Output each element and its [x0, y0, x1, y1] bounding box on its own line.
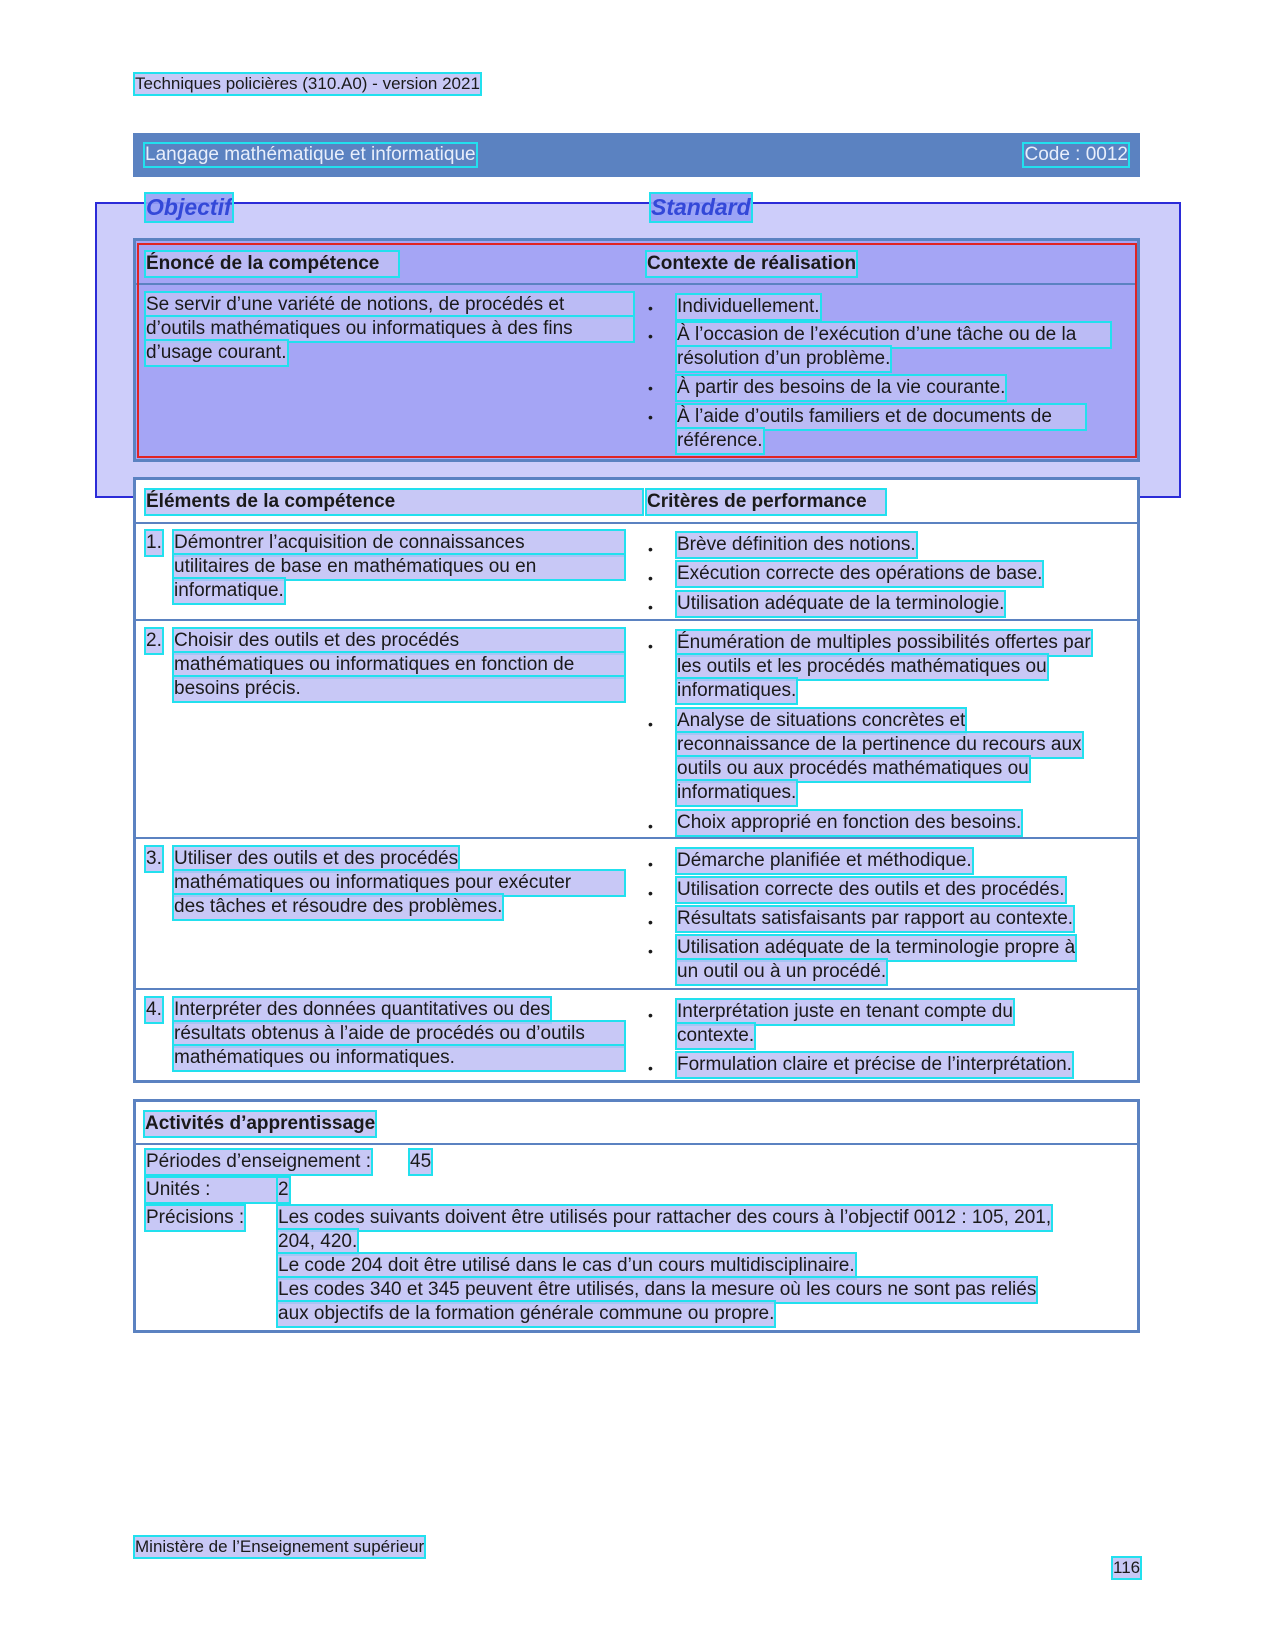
bullet-icon: •	[648, 943, 653, 959]
element-line: utilitaires de base en mathématiques ou en	[174, 555, 624, 579]
enonce-header: Énoncé de la compétence	[146, 252, 398, 276]
contexte-item: Individuellement.	[677, 296, 820, 317]
critere-item: Brève définition des notions.	[677, 534, 916, 555]
element-line: Interpréter des données quantitatives ou des	[174, 999, 551, 1020]
critere-item: Utilisation correcte des outils et des procédés.	[677, 879, 1065, 900]
program-header: Techniques policières (310.A0) - version 2021	[135, 74, 480, 93]
critere-item: reconnaissance de la pertinence du recours aux	[677, 734, 1082, 755]
competency-code: Code : 0012	[1024, 144, 1128, 165]
critere-item: Démarche planifiée et méthodique.	[677, 850, 972, 871]
precisions-line: aux objectifs de la formation générale commune ou propre.	[278, 1303, 775, 1324]
critere-item: les outils et les procédés mathématiques ou	[677, 656, 1047, 677]
precisions-line: Les codes 340 et 345 peuvent être utilisés, dans la mesure où les cours ne sont pas reliés	[278, 1279, 1037, 1300]
contexte-header: Contexte de réalisation	[647, 253, 857, 274]
critere-item: Choix approprié en fonction des besoins.	[677, 812, 1022, 833]
bullet-icon: •	[648, 885, 653, 901]
critere-item: Utilisation adéquate de la terminologie propre à	[677, 937, 1076, 958]
element-line: Utiliser des outils et des procédés	[174, 848, 459, 869]
critere-item: Formulation claire et précise de l’interprétation.	[677, 1054, 1072, 1075]
contexte-item: À l’aide d’outils familiers et de documents de	[677, 405, 1085, 429]
critere-item: Énumération de multiples possibilités offertes par	[677, 632, 1091, 653]
element-number: 1.	[146, 532, 162, 553]
bullet-icon: •	[648, 300, 653, 316]
contexte-item: résolution d’un problème.	[677, 348, 891, 369]
critere-item: Analyse de situations concrètes et	[677, 710, 966, 731]
critere-item: informatiques.	[677, 782, 797, 803]
divider	[136, 837, 1137, 839]
element-line: Choisir des outils et des procédés	[174, 629, 624, 653]
divider	[136, 619, 1137, 621]
critere-item: contexte.	[677, 1025, 755, 1046]
critere-item: Exécution correcte des opérations de base.	[677, 563, 1043, 584]
element-line: Démontrer l’acquisition de connaissances	[174, 531, 624, 555]
critere-item: outils ou aux procédés mathématiques ou	[677, 758, 1029, 779]
criteres-header: Critères de performance	[647, 490, 885, 514]
periodes-value: 45	[410, 1151, 432, 1172]
element-line: besoins précis.	[174, 677, 624, 701]
divider	[136, 988, 1137, 990]
page-number: 116	[1113, 1558, 1141, 1577]
critere-item: Utilisation adéquate de la terminologie.	[677, 593, 1005, 614]
unites-label: Unités :	[146, 1178, 288, 1202]
competency-title: Langage mathématique et informatique	[145, 144, 476, 165]
critere-item: un outil ou à un procédé.	[677, 961, 887, 982]
bullet-icon: •	[648, 541, 653, 557]
periodes-label: Périodes d’enseignement :	[146, 1151, 371, 1172]
divider	[136, 1143, 1137, 1145]
ministry-footer: Ministère de l’Enseignement supérieur	[135, 1537, 425, 1556]
critere-item: informatiques.	[677, 680, 797, 701]
bullet-icon: •	[648, 599, 653, 615]
competency-title-bar	[133, 133, 1140, 177]
element-line: des tâches et résoudre des problèmes.	[174, 896, 503, 917]
bullet-icon: •	[648, 914, 653, 930]
precisions-line: Les codes suivants doivent être utilisés pour rattacher des cours à l’objectif 0012 : 105, 201,	[278, 1207, 1052, 1228]
standard-label: Standard	[651, 194, 751, 220]
contexte-item: À partir des besoins de la vie courante.	[677, 377, 1006, 398]
bullet-icon: •	[648, 328, 653, 344]
critere-item: Résultats satisfaisants par rapport au contexte.	[677, 908, 1074, 929]
bullet-icon: •	[648, 409, 653, 425]
element-number: 3.	[146, 848, 162, 869]
element-line: résultats obtenus à l’aide de procédés ou d’outils	[174, 1022, 624, 1046]
enonce-line: d’outils mathématiques ou informatiques à des fins	[146, 317, 633, 341]
element-line: mathématiques ou informatiques.	[174, 1046, 624, 1070]
precisions-label: Précisions :	[146, 1207, 245, 1228]
bullet-icon: •	[648, 638, 653, 654]
objectif-label: Objectif	[146, 194, 232, 220]
bullet-icon: •	[648, 570, 653, 586]
element-line: mathématiques ou informatiques en fonction de	[174, 653, 624, 677]
elements-header: Éléments de la compétence	[146, 490, 642, 514]
contexte-item: référence.	[677, 430, 763, 451]
bullet-icon: •	[648, 856, 653, 872]
element-number: 4.	[146, 999, 162, 1020]
bullet-icon: •	[648, 818, 653, 834]
divider	[136, 522, 1137, 524]
bullet-icon: •	[648, 716, 653, 732]
element-number: 2.	[146, 630, 162, 651]
bullet-icon: •	[648, 1060, 653, 1076]
bullet-icon: •	[648, 1007, 653, 1023]
element-line: informatique.	[174, 580, 284, 601]
precisions-line: Le code 204 doit être utilisé dans le cas d’un cours multidisciplinaire.	[278, 1255, 855, 1276]
precisions-line: 204, 420.	[278, 1231, 358, 1252]
enonce-line: d’usage courant.	[146, 342, 287, 363]
activites-header: Activités d’apprentissage	[145, 1113, 376, 1134]
bullet-icon: •	[648, 380, 653, 396]
element-line: mathématiques ou informatiques pour exécuter	[174, 871, 624, 895]
contexte-item: À l’occasion de l’exécution d’une tâche ou de la	[677, 323, 1110, 347]
enonce-line: Se servir d’une variété de notions, de procédés et	[146, 293, 633, 317]
unites-value: 2	[278, 1179, 289, 1200]
critere-item: Interprétation juste en tenant compte du	[677, 1001, 1013, 1022]
